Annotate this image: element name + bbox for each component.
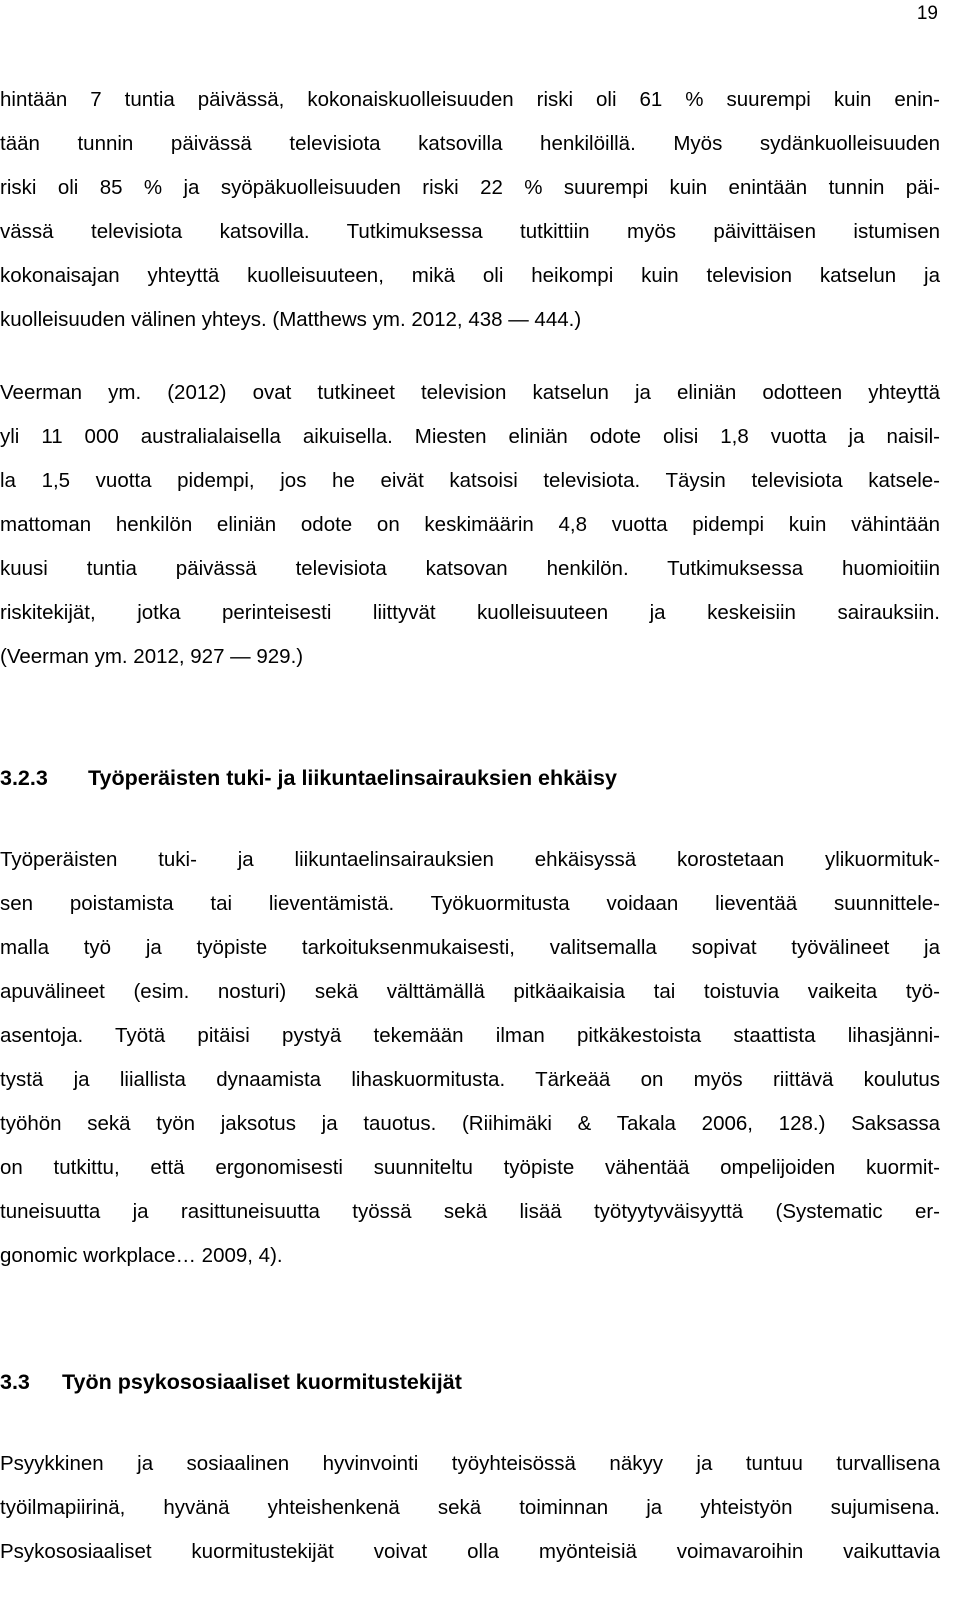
text-line: kokonaisajan yhteyttä kuolleisuuteen, mikä oli heikompi kuin television katselun ja bbox=[0, 264, 940, 287]
page-number: 19 bbox=[916, 3, 938, 24]
text-line: Työperäisten tuki- ja liikuntaelinsairauksien ehkäisyssä korostetaan ylikuormituk- bbox=[0, 848, 940, 871]
text-line: sen poistamista tai lieventämistä. Työkuormitusta voidaan lieventää suunnittele- bbox=[0, 892, 940, 915]
text-line: tään tunnin päivässä televisiota katsovilla henkilöillä. Myös sydänkuolleisuuden bbox=[0, 132, 940, 155]
text-line: riskitekijät, jotka perinteisesti liittyvät kuolleisuuteen ja keskeisiin sairauksiin. bbox=[0, 601, 940, 624]
text-line: työhön sekä työn jaksotus ja tauotus. (Riihimäki & Takala 2006, 128.) Saksassa bbox=[0, 1112, 940, 1135]
text-line: asentoja. Työtä pitäisi pystyä tekemään ilman pitkäkestoista staattista lihasjänni- bbox=[0, 1024, 940, 1047]
text-line: riski oli 85 % ja syöpäkuolleisuuden riski 22 % suurempi kuin enintään tunnin päi- bbox=[0, 176, 940, 199]
paragraph-mortality bbox=[0, 78, 940, 342]
text-line: tuneisuutta ja rasittuneisuutta työssä sekä lisää työtyytyväisyyttä (Systematic er- bbox=[0, 1200, 940, 1223]
text-line: (Veerman ym. 2012, 927 — 929.) bbox=[0, 645, 304, 668]
paragraph-life-expectancy bbox=[0, 371, 940, 679]
text-line: Psyykkinen ja sosiaalinen hyvinvointi työyhteisössä näkyy ja tuntuu turvallisena bbox=[0, 1452, 940, 1475]
text-line: yli 11 000 australialaisella aikuisella. Miesten eliniän odote olisi 1,8 vuotta ja naisil- bbox=[0, 425, 940, 448]
paragraph-prevention bbox=[0, 838, 940, 1278]
text-line: hintään 7 tuntia päivässä, kokonaiskuolleisuuden riski oli 61 % suurempi kuin enin- bbox=[0, 88, 940, 111]
text-line: työilmapiirinä, hyvänä yhteishenkenä sekä toiminnan ja yhteistyön sujumisena. bbox=[0, 1496, 940, 1519]
text-line: mattoman henkilön eliniän odote on keskimäärin 4,8 vuotta pidempi kuin vähintään bbox=[0, 513, 940, 536]
text-line: kuolleisuuden välinen yhteys. (Matthews ym. 2012, 438 — 444.) bbox=[0, 308, 582, 331]
section-title: Työn psykososiaaliset kuormitustekijät bbox=[62, 1370, 462, 1394]
section-title: Työperäisten tuki- ja liikuntaelinsairauksien ehkäisy bbox=[88, 766, 617, 790]
text-line: apuvälineet (esim. nosturi) sekä välttämällä pitkäaikaisia tai toistuvia vaikeita työ- bbox=[0, 980, 940, 1003]
text-line: Veerman ym. (2012) ovat tutkineet television katselun ja eliniän odotteen yhteyttä bbox=[0, 381, 940, 404]
text-line: la 1,5 vuotta pidempi, jos he eivät katsoisi televisiota. Täysin televisiota katsele- bbox=[0, 469, 940, 492]
section-number: 3.2.3 bbox=[0, 766, 48, 790]
paragraph-psychosocial bbox=[0, 1442, 940, 1574]
text-line: tystä ja liiallista dynaamista lihaskuormitusta. Tärkeää on myös riittävä koulutus bbox=[0, 1068, 940, 1091]
text-line: vässä televisiota katsovilla. Tutkimuksessa tutkittiin myös päivittäisen istumisen bbox=[0, 220, 940, 243]
section-heading-3-2-3 bbox=[0, 763, 617, 793]
section-heading-3-3 bbox=[0, 1367, 462, 1397]
text-line: kuusi tuntia päivässä televisiota katsovan henkilön. Tutkimuksessa huomioitiin bbox=[0, 557, 940, 580]
text-line: malla työ ja työpiste tarkoituksenmukaisesti, valitsemalla sopivat työvälineet ja bbox=[0, 936, 940, 959]
text-line: on tutkittu, että ergonomisesti suunniteltu työpiste vähentää ompelijoiden kuormit- bbox=[0, 1156, 940, 1179]
section-number: 3.3 bbox=[0, 1370, 30, 1394]
text-line: Psykososiaaliset kuormitustekijät voivat olla myönteisiä voimavaroihin vaikuttavia bbox=[0, 1540, 940, 1563]
text-line: gonomic workplace… 2009, 4). bbox=[0, 1244, 283, 1267]
